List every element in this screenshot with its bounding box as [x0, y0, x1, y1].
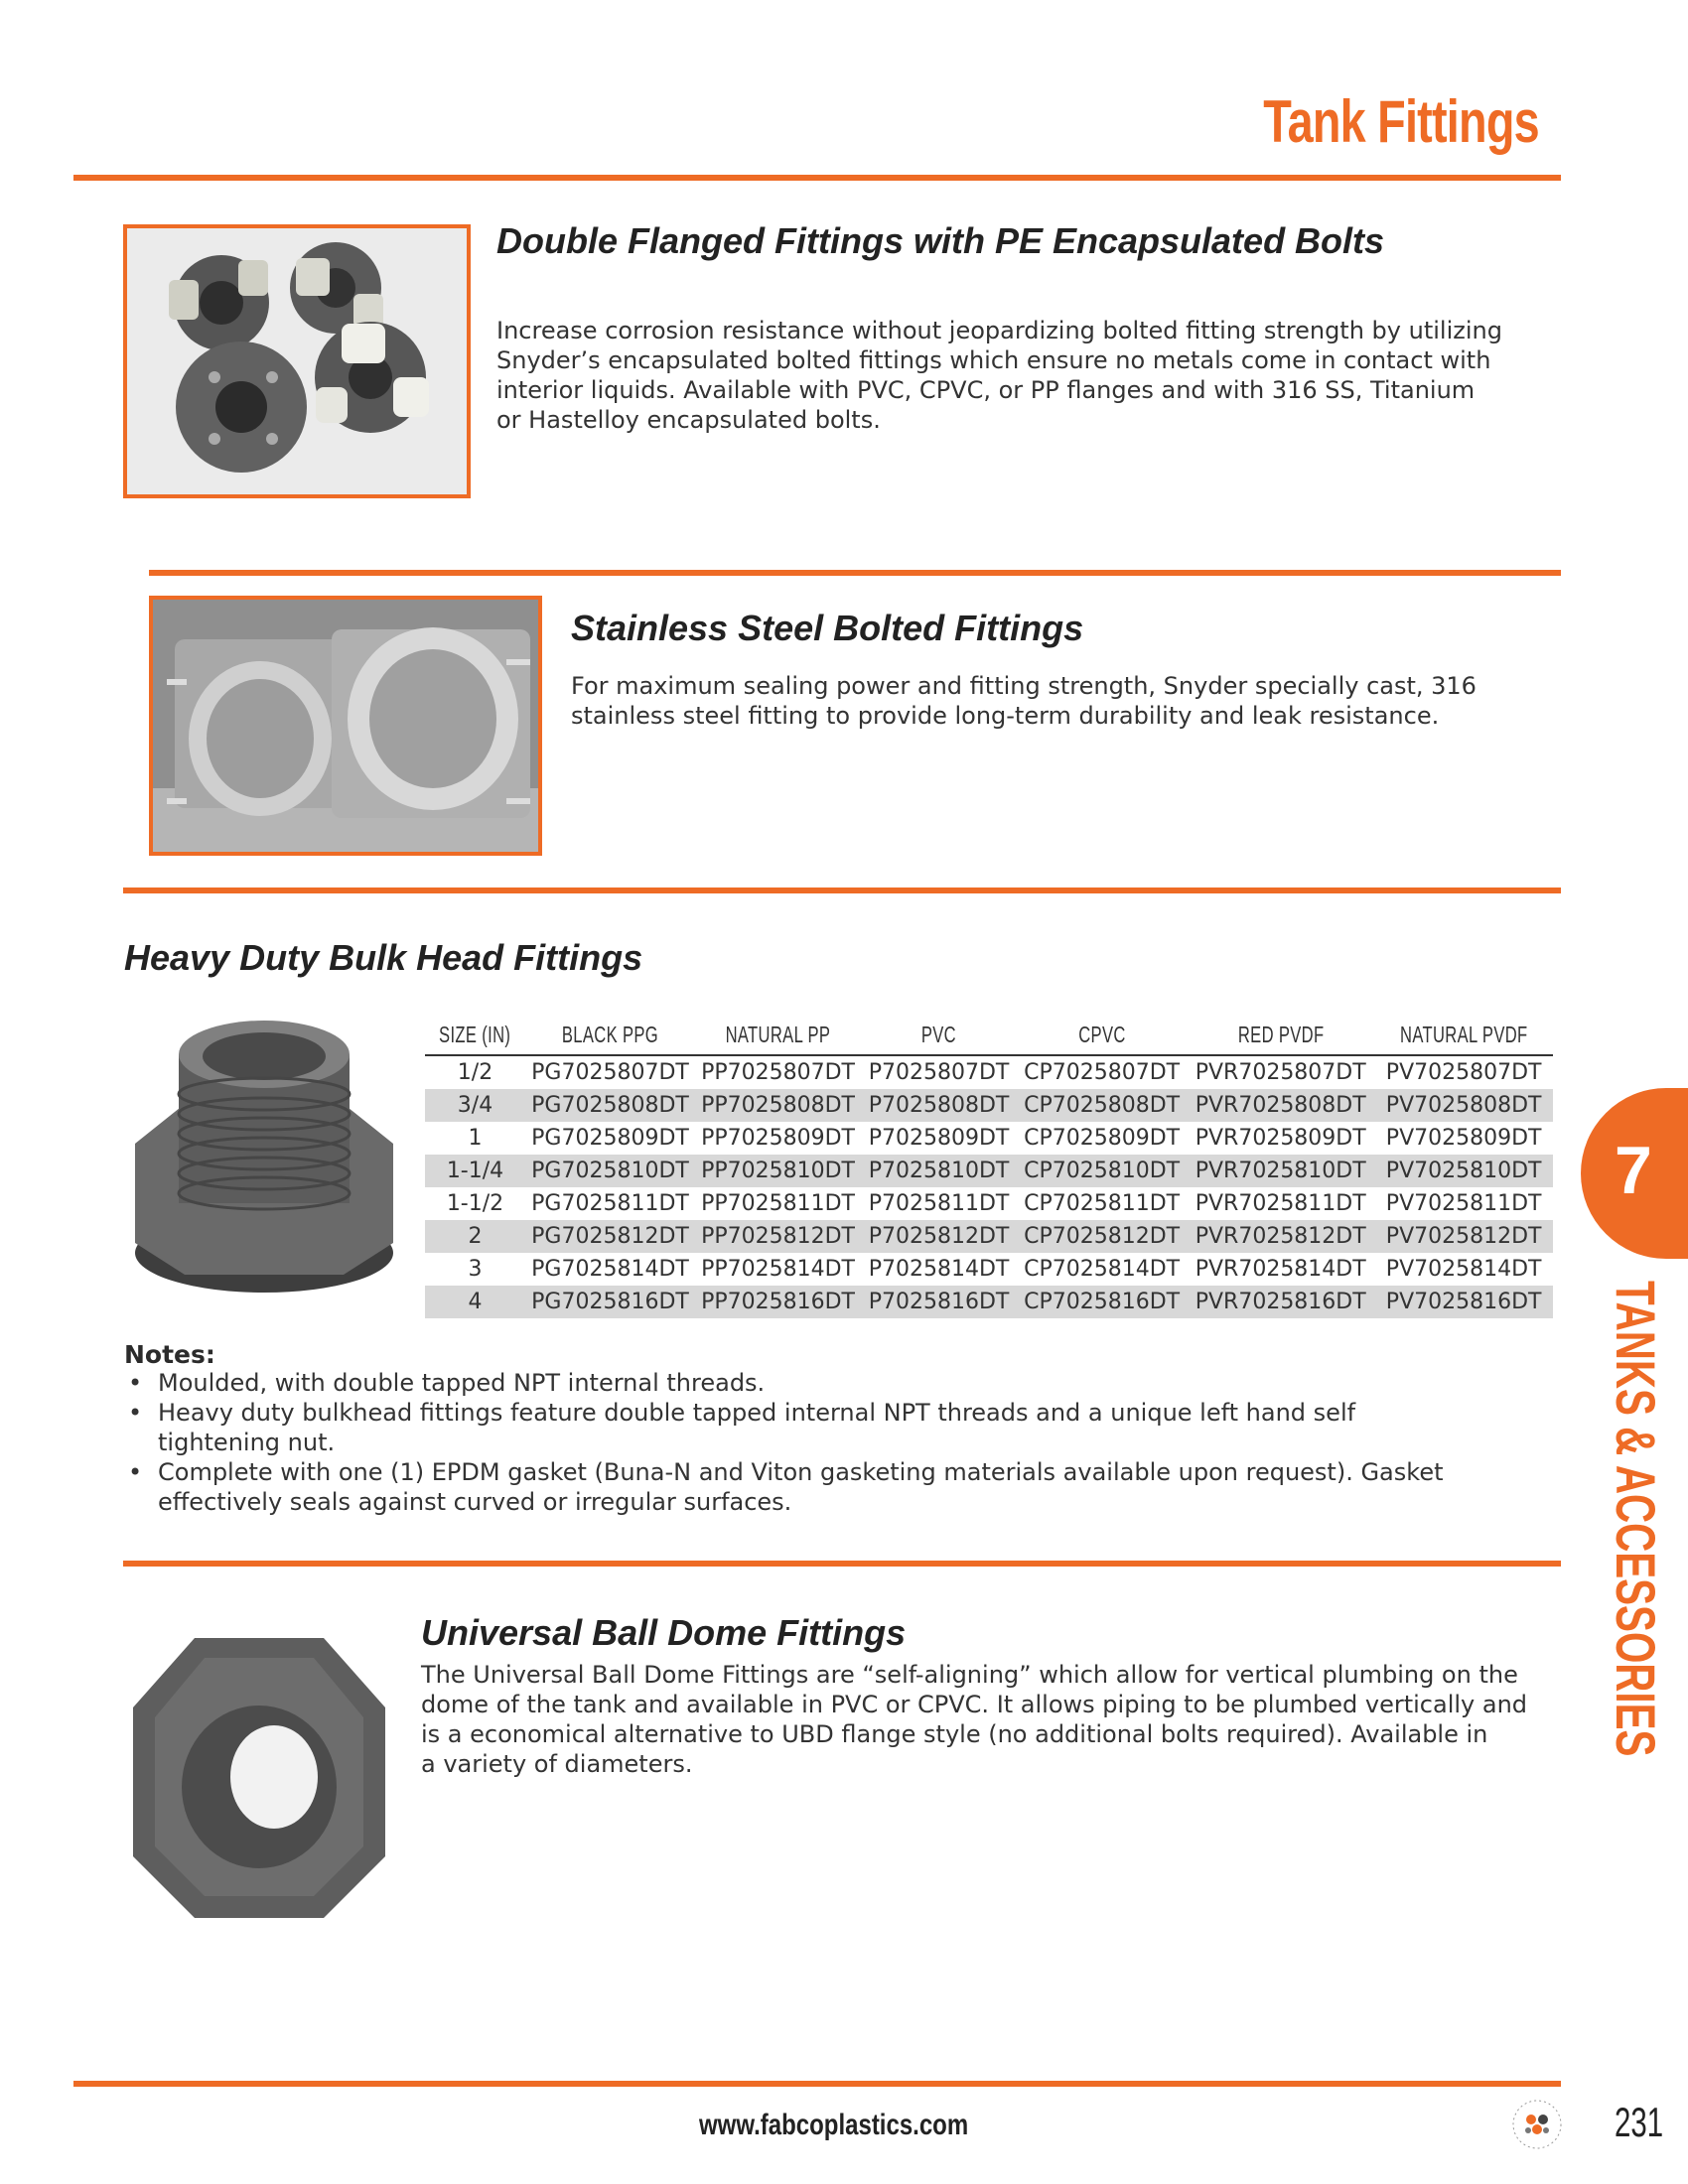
cell-natural-pp: PP7025816DT: [695, 1286, 861, 1318]
footer-website-link[interactable]: www.fabcoplastics.com: [699, 2109, 969, 2141]
bulkhead-photo: [125, 1015, 413, 1302]
footer-rule: [73, 2081, 1561, 2087]
stainless-title: Stainless Steel Bolted Fittings: [571, 608, 1084, 648]
cell-pvc: P7025814DT: [868, 1257, 1010, 1282]
cell-natural-pp: PP7025808DT: [695, 1089, 861, 1122]
cell-pvc: P7025812DT: [861, 1220, 1017, 1253]
col-header-pvc: PVC: [861, 1015, 1017, 1055]
cell-natural-pvdf: PV7025816DT: [1374, 1286, 1553, 1318]
cell-pvc: P7025810DT: [861, 1155, 1017, 1187]
cell-natural-pp: PP7025809DT: [701, 1126, 855, 1151]
cell-natural-pvdf: PV7025811DT: [1385, 1191, 1542, 1216]
notes-list: [124, 1368, 1444, 1517]
cell-cpvc: CP7025812DT: [1017, 1220, 1187, 1253]
double-flanged-photo: [123, 224, 471, 498]
cell-natural-pp: PP7025814DT: [701, 1257, 855, 1282]
fabco-logo-icon: [1511, 2099, 1563, 2150]
cell-natural-pp: PP7025811DT: [701, 1191, 855, 1216]
cell-pvc: P7025808DT: [861, 1089, 1017, 1122]
section-rule-2: [123, 887, 1561, 893]
chapter-tab: 7: [1581, 1088, 1688, 1259]
cell-black-ppg: PG7025811DT: [531, 1191, 689, 1216]
ball-dome-title: Universal Ball Dome Fittings: [421, 1612, 907, 1653]
cell-cpvc: CP7025807DT: [1024, 1060, 1181, 1085]
cell-cpvc: CP7025811DT: [1024, 1191, 1181, 1216]
cell-size: 3/4: [425, 1089, 525, 1122]
col-header-black-ppg: BLACK PPG: [525, 1015, 695, 1055]
section-rule-1: [149, 570, 1561, 576]
double-flanged-description: Increase corrosion resistance without jeopardizing bolted fitting strength by utilizing Snyder’s encapsulated bolted fittings which ensure no metals come in contact with interior liquids. Available with PVC, CPVC, or PP flanges and with 316 SS, Titanium or Hastelloy encapsulated bolts.: [496, 317, 1502, 434]
bulkhead-title: Heavy Duty Bulk Head Fittings: [124, 937, 643, 978]
section-rule-3: [123, 1561, 1561, 1567]
list-item: • Moulded, with double tapped NPT internal threads.: [124, 1368, 1435, 1398]
cell-natural-pvdf: PV7025812DT: [1374, 1220, 1553, 1253]
cell-size: 3: [468, 1257, 483, 1282]
cell-red-pvdf: PVR7025814DT: [1195, 1257, 1366, 1282]
cell-black-ppg: PG7025816DT: [525, 1286, 695, 1318]
cell-size: 1-1/4: [425, 1155, 525, 1187]
table-row: [425, 1155, 1553, 1187]
cell-red-pvdf: PVR7025807DT: [1195, 1060, 1366, 1085]
page-title: Tank Fittings: [1263, 88, 1539, 155]
table-row: [425, 1089, 1553, 1122]
cell-pvc: P7025807DT: [868, 1060, 1010, 1085]
cell-black-ppg: PG7025807DT: [531, 1060, 689, 1085]
cell-natural-pp: PP7025810DT: [695, 1155, 861, 1187]
cell-red-pvdf: PVR7025812DT: [1187, 1220, 1374, 1253]
table-header-row: [425, 1015, 1553, 1055]
cell-black-ppg: PG7025812DT: [525, 1220, 695, 1253]
chapter-label: TANKS & ACCESSORIES: [1605, 1281, 1667, 1757]
col-header-cpvc: CPVC: [1017, 1015, 1187, 1055]
cell-natural-pp: PP7025807DT: [701, 1060, 855, 1085]
cell-size: 1/2: [457, 1060, 493, 1085]
double-flanged-title: Double Flanged Fittings with PE Encapsulated Bolts: [496, 220, 1385, 261]
cell-red-pvdf: PVR7025809DT: [1195, 1126, 1366, 1151]
cell-natural-pvdf: PV7025809DT: [1385, 1126, 1542, 1151]
cell-pvc: P7025809DT: [868, 1126, 1010, 1151]
cell-cpvc: CP7025808DT: [1017, 1089, 1187, 1122]
cell-size: 2: [425, 1220, 525, 1253]
page-number: 231: [1615, 2099, 1664, 2145]
cell-natural-pp: PP7025812DT: [695, 1220, 861, 1253]
cell-cpvc: CP7025809DT: [1024, 1126, 1181, 1151]
cell-natural-pvdf: PV7025807DT: [1385, 1060, 1542, 1085]
cell-red-pvdf: PVR7025810DT: [1187, 1155, 1374, 1187]
bulkhead-part-table: [425, 1015, 1553, 1318]
cell-black-ppg: PG7025810DT: [525, 1155, 695, 1187]
cell-cpvc: CP7025816DT: [1017, 1286, 1187, 1318]
cell-size: 1-1/2: [446, 1191, 504, 1216]
table-row: [425, 1187, 1553, 1220]
cell-red-pvdf: PVR7025811DT: [1195, 1191, 1366, 1216]
cell-cpvc: CP7025810DT: [1017, 1155, 1187, 1187]
cell-red-pvdf: PVR7025816DT: [1187, 1286, 1374, 1318]
table-row: [425, 1055, 1553, 1089]
cell-pvc: P7025811DT: [868, 1191, 1010, 1216]
col-header-red-pvdf: RED PVDF: [1187, 1015, 1374, 1055]
cell-black-ppg: PG7025809DT: [531, 1126, 689, 1151]
col-header-size: SIZE (IN): [425, 1015, 525, 1055]
notes-title: Notes:: [124, 1340, 215, 1369]
header-rule: [73, 175, 1561, 181]
cell-natural-pvdf: PV7025814DT: [1385, 1257, 1542, 1282]
cell-natural-pvdf: PV7025808DT: [1374, 1089, 1553, 1122]
col-header-natural-pp: NATURAL PP: [695, 1015, 861, 1055]
ball-dome-photo: [125, 1628, 393, 1926]
table-row: [425, 1220, 1553, 1253]
table-row: [425, 1286, 1553, 1318]
ball-dome-description: The Universal Ball Dome Fittings are “self-aligning” which allow for vertical plumbing on the dome of the tank and available in PVC or CPVC. It allows piping to be plumbed vertically and is a economical alternative to UBD flange style (no additional bolts required). Available in a variety of diameters.: [421, 1661, 1528, 1778]
stainless-photo: [149, 596, 542, 856]
cell-black-ppg: PG7025808DT: [525, 1089, 695, 1122]
list-item: • Complete with one (1) EPDM gasket (Buna-N and Viton gasketing materials available upon request). Gasket effectively seals against curved or irregular surfaces.: [124, 1457, 1449, 1517]
cell-red-pvdf: PVR7025808DT: [1187, 1089, 1374, 1122]
cell-size: 4: [425, 1286, 525, 1318]
table-row: [425, 1253, 1553, 1286]
cell-pvc: P7025816DT: [861, 1286, 1017, 1318]
table-row: [425, 1122, 1553, 1155]
cell-size: 1: [468, 1126, 483, 1151]
cell-black-ppg: PG7025814DT: [531, 1257, 689, 1282]
cell-natural-pvdf: PV7025810DT: [1374, 1155, 1553, 1187]
stainless-description: For maximum sealing power and fitting strength, Snyder specially cast, 316 stainless steel fitting to provide long-term durability and leak resistance.: [571, 672, 1477, 730]
list-item: • Heavy duty bulkhead fittings feature double tapped internal NPT threads and a unique left hand self tightening nut.: [124, 1398, 1449, 1457]
col-header-natural-pvdf: NATURAL PVDF: [1374, 1015, 1553, 1055]
cell-cpvc: CP7025814DT: [1024, 1257, 1181, 1282]
